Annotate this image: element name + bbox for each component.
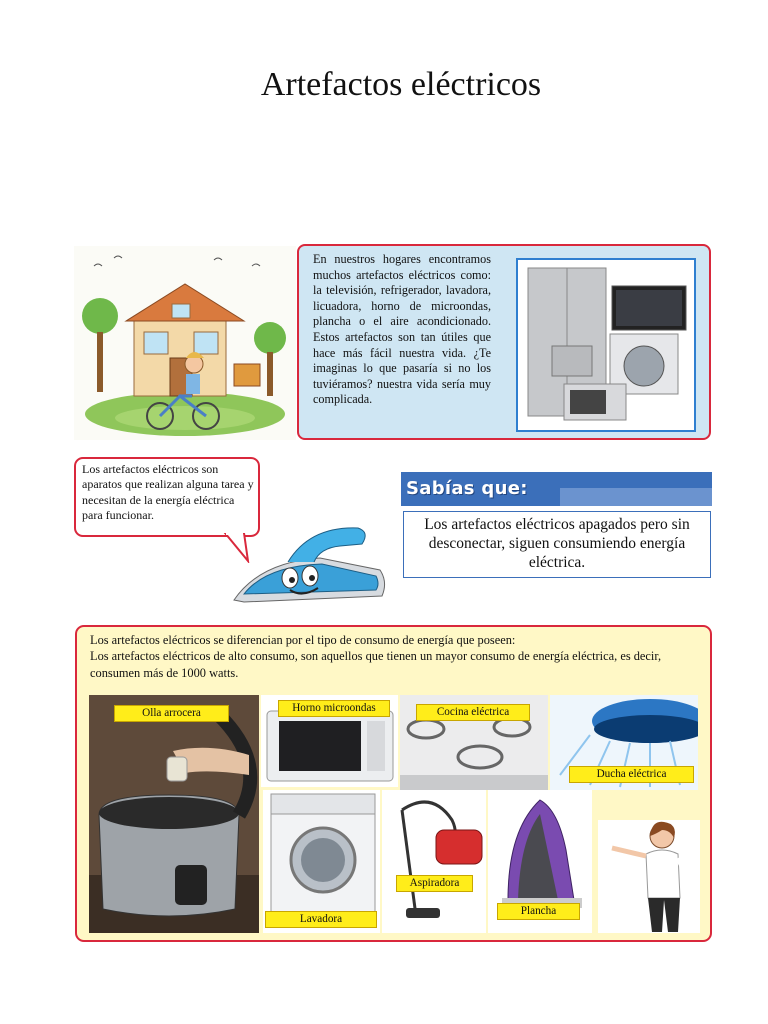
consumption-line-1: Los artefactos eléctricos se diferencian por el tipo de consumo de energía que poseen: [90, 633, 516, 647]
label-olla: Olla arrocera [114, 705, 229, 722]
label-ducha: Ducha eléctrica [569, 766, 694, 783]
label-horno: Horno microondas [278, 700, 390, 717]
iron-character-icon [230, 522, 390, 610]
label-plancha: Plancha [497, 903, 580, 920]
consumption-line-2: Los artefactos eléctricos de alto consumo, son aquellos que tienen un mayor consumo de energía eléctrica, es decir, consumen más de 1000 watts. [90, 649, 662, 680]
appliances-photo [516, 258, 696, 432]
label-cocina: Cocina eléctrica [416, 704, 530, 721]
rice-cooker-illustration [89, 695, 259, 933]
label-lavadora: Lavadora [265, 911, 377, 928]
sabias-title: Sabías que: [406, 478, 528, 499]
house-scene-illustration [74, 246, 296, 440]
presenter-woman [598, 820, 700, 933]
vacuum-illustration [382, 790, 486, 933]
vacuum-photo [382, 790, 486, 933]
sabias-banner-accent [560, 488, 712, 506]
intro-text: En nuestros hogares encontramos muchos artefactos eléctricos como: la televisión, refrigerador, lavadora, licuadora, horno de microondas, plancha o el aire acondicionado. Estos artefactos son tan útiles que hace más fácil nuestra vida. ¿Te imaginas lo que pasaría si no los tuviéramos? nuestra vida sería muy complicada. [313, 252, 491, 407]
definition-text: Los artefactos eléctricos son aparatos que realizan alguna tarea y necesitan de la energía eléctrica para funcionar. [82, 462, 254, 523]
page-title: Artefactos eléctricos [260, 66, 542, 103]
consumption-text [90, 632, 702, 681]
label-aspiradora: Aspiradora [396, 875, 473, 892]
appliances-photo-illustration [518, 260, 694, 430]
rice-cooker-photo [89, 695, 259, 933]
sabias-text: Los artefactos eléctricos apagados pero sin desconectar, siguen consumiendo energía eléctrica. [424, 516, 690, 571]
woman-figure-illustration [598, 820, 700, 933]
